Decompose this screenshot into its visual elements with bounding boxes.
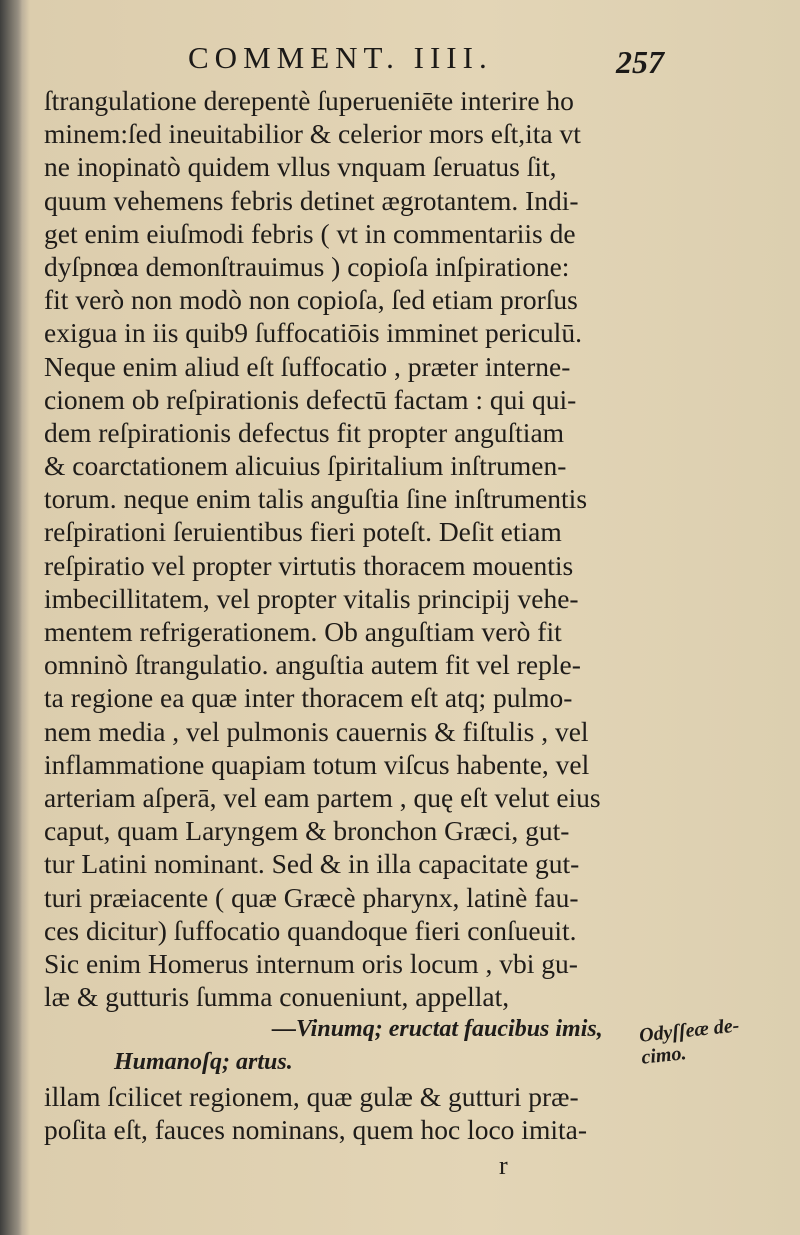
text-line: nem media , vel pulmonis cauernis & fiſtulis , vel <box>44 715 589 747</box>
text-line: ſtrangulatione derepentè ſuperueniēte interire ho <box>44 85 574 116</box>
text-line: reſpirationi ſeruientibus fieri poteſt. Deſit etiam <box>44 516 562 548</box>
text-line: Sic enim Homerus internum oris locum , vbi gu- <box>44 947 578 979</box>
text-line: imbecillitatem, vel propter vitalis principij vehe- <box>44 582 579 614</box>
text-line: get enim eiuſmodi febris ( vt in commentariis de <box>44 217 576 249</box>
text-line: torum. neque enim talis anguſtia ſine inſtrumentis <box>44 483 588 515</box>
text-line: turi præiacente ( quæ Græcè pharynx, latinè fau- <box>44 881 579 913</box>
page-header <box>170 36 690 86</box>
text-line: omninò ſtrangulatio. anguſtia autem fit vel reple- <box>44 649 581 681</box>
text-line: ces dicitur) ſuffocatio quandoque fieri conſueuit. <box>44 914 577 946</box>
verse-quote-line: —Vinumq; eructat faucibus imis, <box>272 1016 603 1043</box>
text-line: fit verò non modò non copioſa, ſed etiam prorſus <box>44 284 578 316</box>
text-line: poſita eſt, fauces nominans, quem hoc loco imita- <box>44 1113 587 1145</box>
text-line: illam ſcilicet regionem, quæ gulæ & gutturi præ- <box>44 1080 579 1112</box>
signature-mark: r <box>499 1151 508 1180</box>
margin-note-line: cimo. <box>640 1042 688 1069</box>
body-text <box>44 84 654 1186</box>
text-line: læ & gutturis ſumma conueniunt, appellat, <box>44 981 510 1013</box>
text-line: mentem refrigerationem. Ob anguſtiam verò fit <box>44 616 562 647</box>
book-spine-shadow <box>0 0 22 1235</box>
verse-quote-line: Humanoſq; artus. <box>114 1049 293 1076</box>
text-line: dyſpnœa demonſtrauimus ) copioſa inſpiratione: <box>44 250 570 282</box>
margin-note-line: Odyſſeæ de- <box>638 1014 741 1047</box>
text-line: arteriam aſperā, vel eam partem , quę eſt velut eius <box>44 781 601 813</box>
text-line: exigua in iis quib9 ſuffocatiōis imminet periculū. <box>44 317 582 349</box>
page-number: 257 <box>616 44 664 80</box>
text-line: Neque enim aliud eſt ſuffocatio , præter interne- <box>44 350 571 382</box>
text-line: & coarctationem alicuius ſpiritalium inſtrumen- <box>44 450 567 482</box>
text-line: quum vehemens febris detinet ægrotantem. Indi- <box>44 184 579 216</box>
text-line: minem:ſed ineuitabilior & celerior mors eſt,ita vt <box>44 118 581 150</box>
text-line: reſpiratio vel propter virtutis thoracem mouentis <box>44 549 574 581</box>
text-line: cionem ob reſpirationis defectū factam : qui qui- <box>44 383 577 415</box>
text-line: inflammatione quapiam totum viſcus habente, vel <box>44 748 590 780</box>
running-head: COMMENT. IIII. <box>188 40 493 75</box>
text-line: tur Latini nominant. Sed & in illa capacitate gut- <box>44 848 580 880</box>
text-line: caput, quam Laryngem & bronchon Græci, gut- <box>44 815 570 847</box>
text-line: ta regione ea quæ inter thoracem eſt atq; pulmo- <box>44 682 573 714</box>
text-line: ne inopinatò quidem vllus vnquam ſeruatus ſit, <box>44 151 557 183</box>
margin-note <box>638 1011 772 1068</box>
text-line: dem reſpirationis defectus fit propter anguſtiam <box>44 416 565 448</box>
